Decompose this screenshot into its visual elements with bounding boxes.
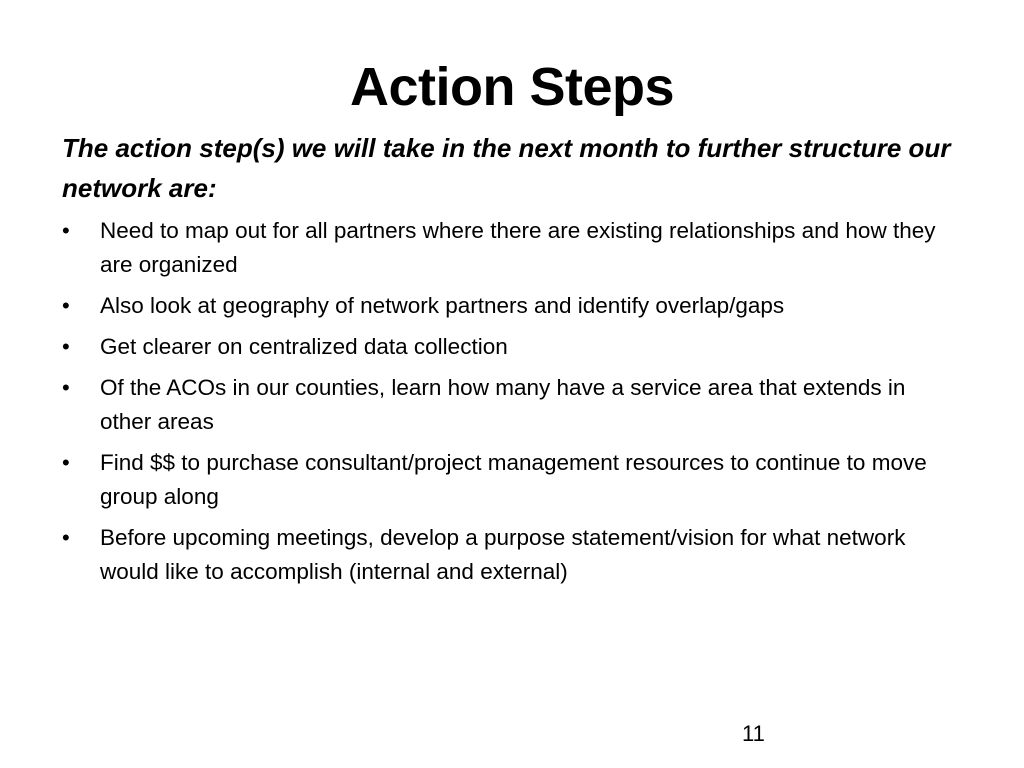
bullet-icon: • bbox=[62, 334, 70, 359]
list-item-text: Before upcoming meetings, develop a purpose statement/vision for what network would like to accomplish (internal and external) bbox=[100, 525, 906, 584]
list-item-text: Get clearer on centralized data collection bbox=[100, 334, 508, 359]
list-item bbox=[62, 330, 962, 364]
list-item bbox=[62, 371, 962, 439]
bullet-icon: • bbox=[62, 525, 70, 550]
bullet-icon: • bbox=[62, 293, 70, 318]
bullet-icon: • bbox=[62, 450, 70, 475]
bullet-list bbox=[62, 214, 962, 596]
slide-subtitle: The action step(s) we will take in the next month to further structure our network are: bbox=[62, 133, 951, 203]
slide-title: Action Steps bbox=[349, 57, 675, 117]
list-item-text: Find $$ to purchase consultant/project management resources to continue to move group along bbox=[100, 450, 927, 509]
list-item-text: Of the ACOs in our counties, learn how many have a service area that extends in other areas bbox=[100, 375, 906, 434]
list-item bbox=[62, 446, 962, 514]
list-item-text: Also look at geography of network partners and identify overlap/gaps bbox=[100, 293, 785, 318]
list-item-text: Need to map out for all partners where there are existing relationships and how they are organized bbox=[100, 218, 936, 277]
bullet-icon: • bbox=[62, 375, 70, 400]
bullet-icon: • bbox=[62, 218, 70, 243]
list-item bbox=[62, 214, 962, 282]
page-number: 11 bbox=[742, 721, 765, 746]
list-item bbox=[62, 289, 962, 323]
list-item bbox=[62, 521, 962, 589]
